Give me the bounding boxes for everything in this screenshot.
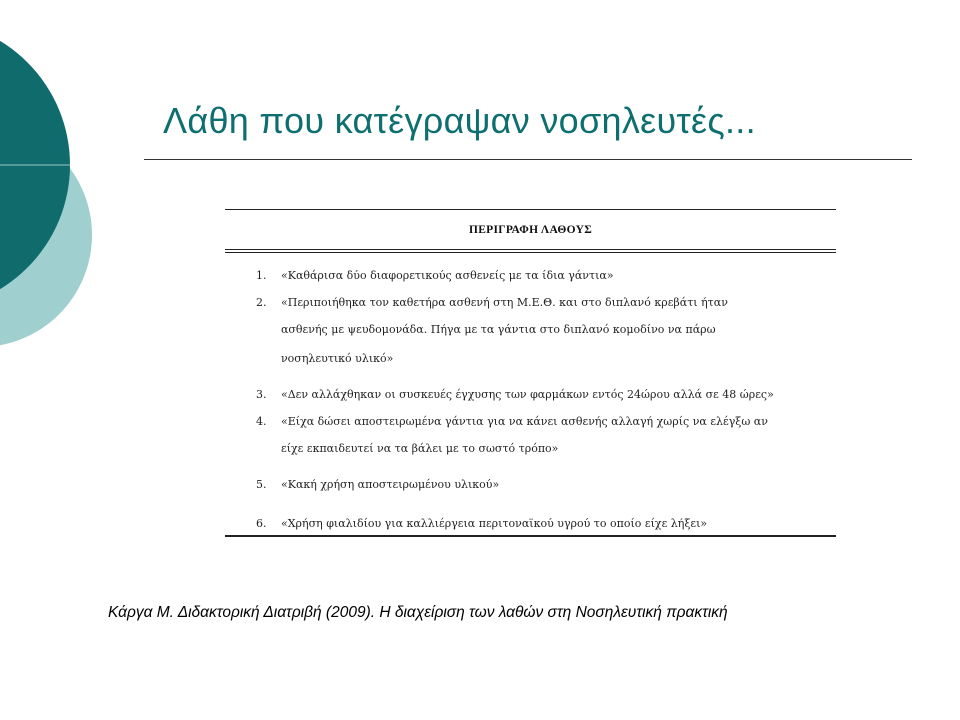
error-item-number: 2. [256, 296, 267, 309]
error-item-text: «Κακή χρήση αποστειρωμένου υλικού» [281, 478, 500, 491]
error-item-text: «Καθάρισα δύο διαφορετικούς ασθενείς με τα ίδια γάντια» [281, 269, 614, 282]
error-item-number: 3. [256, 388, 267, 401]
citation: Κάργα Μ. Διδακτορική Διατριβή (2009). Η διαχείριση των λαθών στη Νοσηλευτική πρακτική [108, 604, 728, 621]
table-header-rule [225, 249, 836, 253]
error-item-text: είχε εκπαιδευτεί να τα βάλει με το σωστό τρόπο» [281, 442, 559, 455]
error-item-text: νοσηλευτικό υλικό» [281, 352, 394, 365]
table-header: ΠΕΡΙΓΡΑΦΗ ΛΑΘΟΥΣ [468, 224, 593, 236]
error-item-number: 6. [256, 517, 267, 530]
error-item-number: 1. [256, 269, 267, 282]
error-item-text: ασθενής με ψευδομονάδα. Πήγα με τα γάντια στο διπλανό κομοδίνο να πάρω [281, 323, 716, 336]
title-underline [144, 159, 912, 160]
error-item-text: «Χρήση φιαλιδίου για καλλιέργεια περιτοναϊκού υγρού το οποίο είχε λήξει» [281, 517, 708, 530]
slide-title: Λάθη που κατέγραψαν νοσηλευτές... [163, 100, 756, 141]
error-item-number: 4. [256, 415, 267, 428]
error-item-number: 5. [256, 478, 267, 491]
error-table [225, 209, 836, 530]
error-item-text: «Περιποιήθηκα τον καθετήρα ασθενή στη Μ.Ε.Θ. και στο διπλανό κρεβάτι ήταν [281, 296, 728, 309]
table-bottom-rule [225, 535, 836, 537]
error-item-text: «Είχα δώσει αποστειρωμένα γάντια για να κάνει ασθενής αλλαγή χωρίς να ελέγξω αν [281, 415, 768, 428]
error-item-text: «Δεν αλλάχθηκαν οι συσκευές έγχυσης των φαρμάκων εντός 24ώρου αλλά σε 48 ώρες» [281, 388, 774, 401]
